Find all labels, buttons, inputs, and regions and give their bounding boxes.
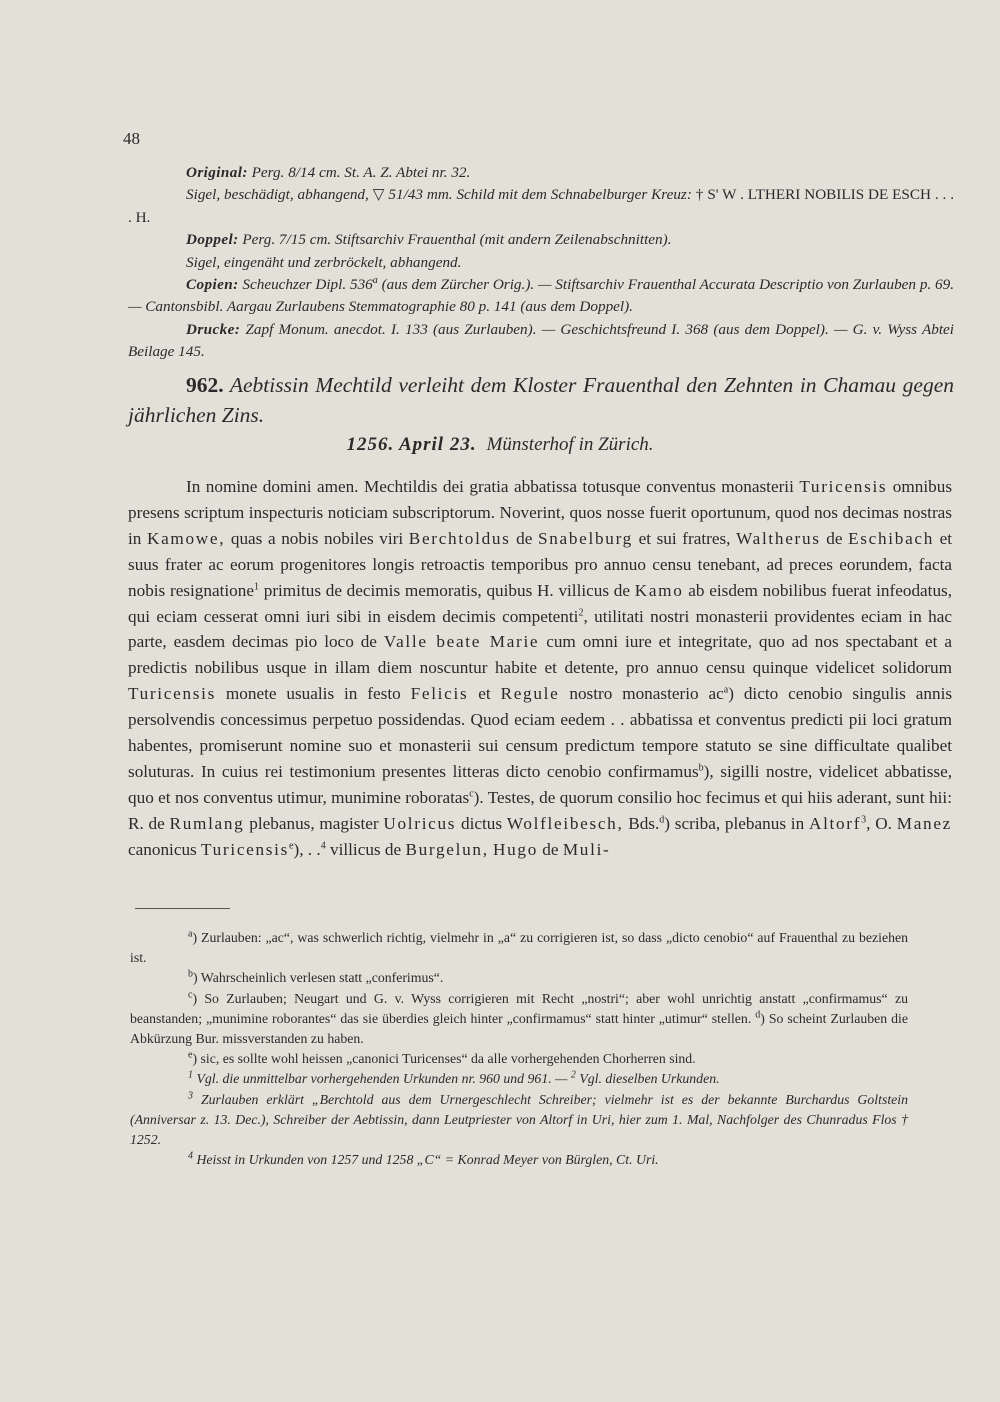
footnote-ref: 1 <box>253 580 259 592</box>
drucke-text: Zapf Monum. anecdot. I. 133 (aus Zurlauben). — Geschichtsfreund I. 368 (aus dem Doppel). — G. v. Wyss Abtei Beilage 145. <box>128 320 954 361</box>
person-name-spaced: Manez <box>896 813 953 833</box>
place-name-spaced: Rumlang <box>169 813 245 833</box>
text-segment: , O. <box>866 813 892 833</box>
footnote-e <box>130 1049 908 1069</box>
text-segment: Bds. <box>628 813 660 833</box>
doppel-label: Doppel: <box>186 231 239 249</box>
text-segment: et suus frater ac eorum progenitores longis retroactis temporibus pro annuo censu tenebant, ad preces eorundem, facta nobis resignatione <box>128 528 953 600</box>
footnote-4 <box>130 1150 908 1170</box>
text-segment: nostro monasterio ac <box>569 684 724 704</box>
text-segment: ) scriba, plebanus in <box>664 813 805 833</box>
footnote-divider <box>135 908 230 909</box>
footnote-b <box>130 968 908 988</box>
copien-label: Copien: <box>186 276 239 294</box>
text-segment: ) dicto cenobio singulis annis persolvendis concessimus perpetuo possidendas. Quod eciam eedem . . abbatissa et conventus predicti pii loci gratum habentes, promiserunt nomine suo et monasterii sui censum predictum tempore statuto se sine difficultate qualibet soluturas. In cuius rei testimonium presentes litteras dicto cenobio confirmamus <box>128 684 953 781</box>
footnote-mark: b <box>188 968 193 980</box>
sigel-1-legend: † S' W . LTHERI NOBILIS DE ESCH . . . . H. <box>128 186 955 226</box>
text-segment: et sui fratres, <box>638 528 731 548</box>
person-name-spaced: Wolfleibesch, <box>506 813 624 833</box>
sigel-entry-2 <box>128 252 954 274</box>
doppel-text: Perg. 7/15 cm. Stiftsarchiv Frauenthal (mit andern Zeilenabschnitten). <box>242 231 672 249</box>
name-spaced: Turicensis <box>201 839 290 859</box>
copien-text-1: Scheuchzer Dipl. 536 <box>242 276 373 294</box>
text-segment: , utilitati nostri monasterii providentes eciam in hac parte, easdem decimas pio loco de <box>128 606 952 652</box>
person-name-spaced: Berchtoldus <box>408 528 511 548</box>
footnote-mark: e <box>188 1049 193 1061</box>
footnote-a <box>130 928 908 968</box>
footnote-mark: c <box>188 989 193 1001</box>
original-text: Perg. 8/14 cm. St. A. Z. Abtei nr. 32. <box>251 164 471 181</box>
place-name-spaced: Snabelburg <box>538 528 633 548</box>
text-segment: cum omni iure et integritate, quo ad nos spectabant et a predictis nobilibus usque in illam diem noscuntur habite et detente, pro annuo censu quinque videlicet solidorum <box>128 632 953 678</box>
footnote-ref: d <box>659 814 665 826</box>
footnote-text: Vgl. die unmittelbar vorhergehenden Urkunden nr. 960 und 961. — <box>196 1071 568 1087</box>
saint-name-spaced: Regule <box>500 684 560 704</box>
footnote-text: ) So Zurlauben; Neugart und G. v. Wyss corrigieren mit Recht „nostri“; aber wohl unrichtig anstatt „confirmamus“ zu beanstanden; „munimine roborantes“ das sie überdies gleich hinter „confirmamus“ statt hinter „utimur“ stellen. <box>130 990 908 1026</box>
text-segment: de <box>516 528 533 548</box>
footnote-text: Zurlauben erklärt „Berchtold aus dem Urnergeschlecht Schreiber; vielmehr ist es der bekannte Burchardus Goltstein (Anniversar z. 13. Dec.), Schreiber der Aebtissin, dann Leutpriester von Altorf in Uri, hier zum 1. Mal, Nachfolger des Chunradus Flos † 1252. <box>130 1091 909 1148</box>
name-spaced: Turicensis <box>799 477 888 496</box>
original-label: Original: <box>186 164 248 181</box>
page-number: 48 <box>123 129 140 148</box>
sigel-1-details: 51/43 mm. Schild mit dem Schnabelburger Kreuz: <box>388 186 692 204</box>
text-segment: plebanus, magister <box>249 813 379 833</box>
text-segment: de <box>826 528 843 548</box>
sigel-1-description: Sigel, beschädigt, abhangend, <box>186 186 369 204</box>
place-name-spaced: Kamowe, <box>146 528 226 548</box>
source-notes <box>128 162 954 364</box>
footnote-text: ) Wahrscheinlich verlesen statt „conferimus“. <box>193 970 444 986</box>
footnote-text: ) sic, es sollte wohl heissen „canonici Turicenses“ da alle vorhergehenden Chorherren sind. <box>192 1051 696 1067</box>
text-segment: ). Testes, de quorum consilio hoc fecimus et qui hiis aderant, sunt hii: R. de <box>128 787 952 833</box>
footnote-text: Vgl. dieselben Urkunden. <box>579 1071 720 1087</box>
place-name-spaced: Valle beate Marie <box>383 632 540 652</box>
footnote-ref: b <box>698 762 704 774</box>
text-segment: In nomine domini amen. Mechtildis dei gratia abbatissa totusque conventus monasterii <box>186 477 794 496</box>
place-name-spaced: Burgelun, <box>405 839 489 859</box>
place-name-spaced: Kamo <box>634 580 684 600</box>
footnote-mark: a <box>188 928 193 940</box>
shield-shape-icon: ▽ <box>372 186 385 204</box>
charter-text <box>128 474 952 863</box>
document-heading <box>128 370 954 430</box>
footnote-ref: 2 <box>578 606 584 618</box>
footnote-ref: e <box>289 839 294 851</box>
text-segment: et <box>478 684 491 704</box>
footnote-mark: 1 <box>188 1069 193 1081</box>
footnotes <box>130 928 908 1170</box>
copien-text-2: (aus dem Zürcher Orig.). — Stiftsarchiv Frauenthal Accurata Descriptio von Zurlauben p. 69. — Cantonsbibl. Aargau Zurlaubens Stemmatographie 80 p. 141 (aus dem Doppel). <box>128 276 955 316</box>
person-name-spaced: Uolricus <box>383 813 457 833</box>
date-year: 1256. <box>346 434 395 455</box>
saint-name-spaced: Felicis <box>410 684 469 704</box>
sigel-entry-1 <box>128 184 954 229</box>
date-place: Münsterhof in Zürich. <box>486 434 654 455</box>
person-name-spaced: Hugo <box>493 839 538 859</box>
text-segment: ), . . <box>293 839 321 859</box>
text-segment: ab eisdem nobilibus fuerat infeodatus, qui eciam cesserat omni iuri sibi in eisdem decimis competenti <box>128 580 953 626</box>
copien-superscript: a <box>372 274 378 286</box>
place-name-spaced: Eschibach <box>848 528 935 548</box>
footnote-mark: 2 <box>570 1069 576 1081</box>
drucke-entry <box>128 319 954 364</box>
footnote-ref: 3 <box>861 814 867 826</box>
footnote-ref: a <box>723 684 729 696</box>
footnote-mark: 4 <box>188 1150 193 1162</box>
dateline <box>0 434 1000 456</box>
place-name-spaced: Muli- <box>562 839 611 859</box>
text-segment: canonicus <box>128 839 197 859</box>
document-number: 962. <box>186 373 224 397</box>
footnote-text: ) So scheint Zurlauben die Abkürzung Bur. missverstanden zu haben. <box>130 1010 908 1047</box>
original-entry <box>128 162 954 184</box>
footnote-mark: d <box>755 1009 761 1021</box>
copien-entry <box>128 274 954 319</box>
person-name-spaced: Waltherus <box>736 528 821 548</box>
drucke-label: Drucke: <box>186 320 241 338</box>
text-segment: primitus de decimis memoratis, quibus H. villicus de <box>263 580 630 600</box>
text-segment: quas a nobis nobiles viri <box>230 528 404 548</box>
text-segment: monete usualis in festo <box>225 684 401 704</box>
text-segment: omnibus presens scriptum inspecturis noticiam subscriptorum. Noverint, quos nosse fuerit oportunum, quod nos decimas nostras in <box>128 477 953 548</box>
footnote-text: Heisst in Urkunden von 1257 und 1258 „C“ = Konrad Meyer von Bürglen, Ct. Uri. <box>196 1152 659 1168</box>
footnote-ref: c <box>469 788 474 800</box>
place-name-spaced: Altorf <box>808 813 862 833</box>
date-day: April 23. <box>398 434 477 455</box>
text-segment: villicus de <box>330 839 402 859</box>
text-segment: de <box>542 839 559 859</box>
footnote-1-2 <box>130 1069 908 1089</box>
name-spaced: Turicensis <box>128 684 216 704</box>
document-title: Aebtissin Mechtild verleiht dem Kloster Frauenthal den Zehnten in Chamau gegen jährlichen Zins. <box>128 373 954 427</box>
sigel-2-text: Sigel, eingenäht und zerbröckelt, abhangend. <box>186 253 462 271</box>
text-segment: ), sigilli nostre, videlicet abbatisse, quo et nos conventus utimur, munimine roboratas <box>128 761 953 807</box>
footnote-mark: 3 <box>188 1090 193 1102</box>
text-segment: dictus <box>460 813 503 833</box>
doppel-entry <box>128 229 954 251</box>
footnote-c <box>130 989 908 1050</box>
footnote-text: ) Zurlauben: „ac“, was schwerlich richtig, vielmehr in „a“ zu corrigieren ist, so dass „dicto cenobio“ auf Frauenthal zu beziehen ist. <box>130 930 908 966</box>
footnote-3 <box>130 1090 908 1151</box>
footnote-ref: 4 <box>320 839 326 851</box>
